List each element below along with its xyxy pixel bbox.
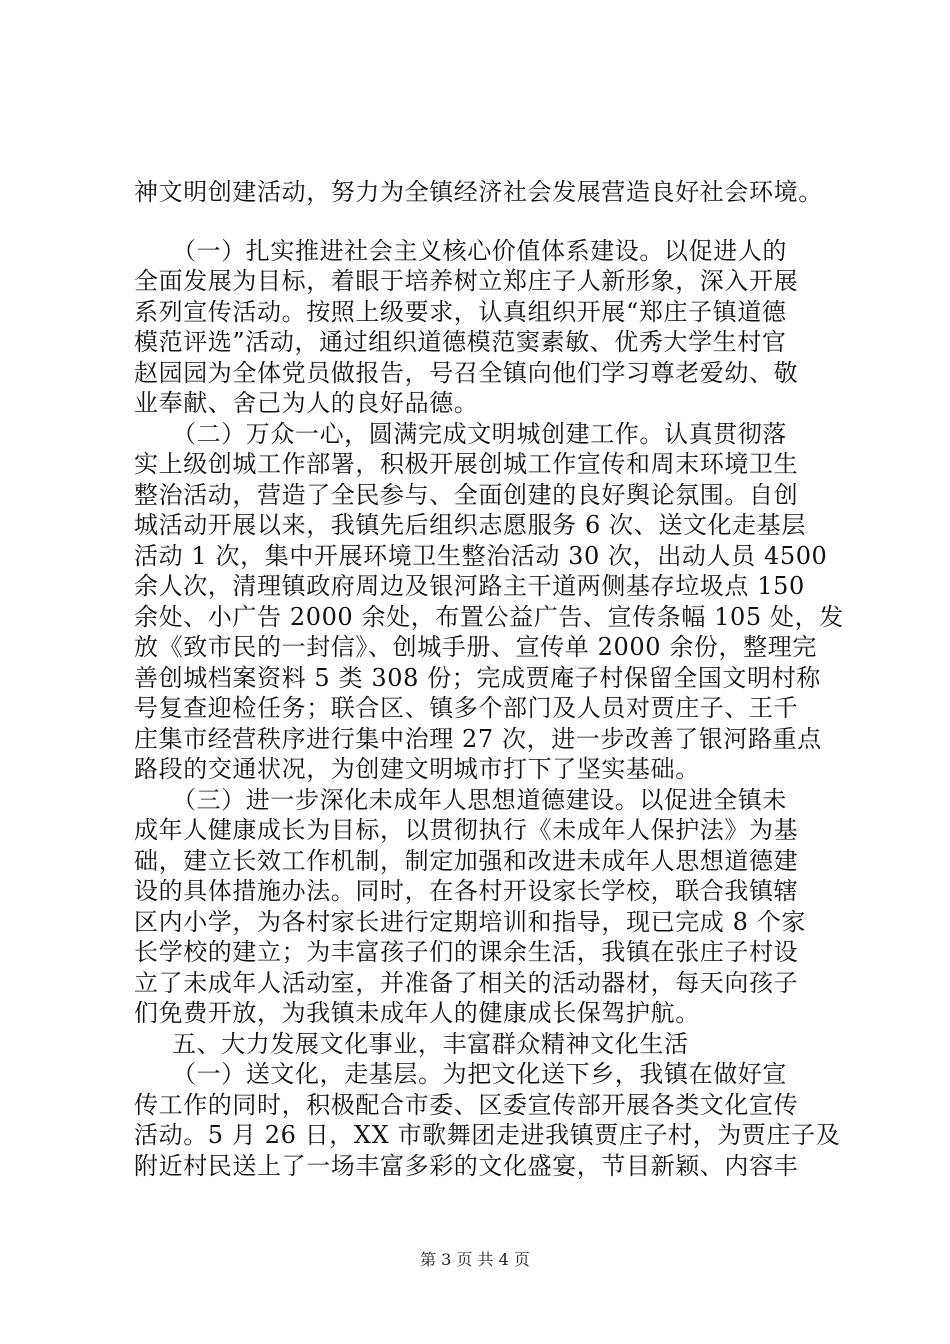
text-line: （三）进一步深化未成年人思想道德建设。以促进全镇未 bbox=[172, 786, 787, 814]
text-line: 实上级创城工作部署，积极开展创城工作宣传和周末环境卫生 bbox=[134, 450, 799, 478]
text-line: 庄集市经营秩序进行集中治理 27 次，进一步改善了银河路重点 bbox=[134, 725, 822, 753]
text-line: 路段的交通状况，为创建文明城市打下了坚实基础。 bbox=[134, 755, 700, 783]
text-line: 础，建立长效工作机制，制定加强和改进未成年人思想道德建 bbox=[134, 847, 799, 875]
text-line: 放《致市民的一封信》、创城手册、宣传单 2000 余份，整理完 bbox=[134, 633, 817, 661]
text-line: 长学校的建立；为丰富孩子们的课余生活，我镇在张庄子村设 bbox=[134, 938, 799, 966]
text-line: 活动。5 月 26 日，XX 市歌舞团走进我镇贾庄子村，为贾庄子及 bbox=[134, 1121, 841, 1149]
text-line: （一）送文化，走基层。为把文化送下乡，我镇在做好宣 bbox=[172, 1060, 787, 1088]
text-line: 模范评选”活动，通过组织道德模范窦素敏、优秀大学生村官 bbox=[134, 328, 787, 356]
text-line: 附近村民送上了一场丰富多彩的文化盛宴，节目新颖、内容丰 bbox=[134, 1152, 799, 1180]
text-line: 立了未成年人活动室，并准备了相关的活动器材，每天向孩子 bbox=[134, 969, 799, 997]
text-line: 设的具体措施办法。同时，在各村开设家长学校，联合我镇辖 bbox=[134, 877, 799, 905]
text-line: 城活动开展以来，我镇先后组织志愿服务 6 次、送文化走基层 bbox=[134, 511, 806, 539]
section-heading: 五、大力发展文化事业，丰富群众精神文化生活 bbox=[172, 1030, 689, 1058]
page-footer: 第 3 页 共 4 页 bbox=[420, 1250, 530, 1269]
text-line: 活动 1 次，集中开展环境卫生整治活动 30 次，出动人员 4500 bbox=[134, 542, 828, 570]
text-line: （二）万众一心，圆满完成文明城创建工作。认真贯彻落 bbox=[172, 420, 787, 448]
text-line: 善创城档案资料 5 类 308 份；完成贾庵子村保留全国文明村称 bbox=[134, 664, 821, 692]
text-line: 传工作的同时，积极配合市委、区委宣传部开展各类文化宣传 bbox=[134, 1091, 799, 1119]
text-line: 赵园园为全体党员做报告，号召全镇向他们学习尊老爱幼、敬 bbox=[134, 359, 799, 387]
text-line: 神文明创建活动，努力为全镇经济社会发展营造良好社会环境。 bbox=[134, 178, 823, 206]
text-line: 整治活动，营造了全民参与、全面创建的良好舆论氛围。自创 bbox=[134, 481, 799, 509]
text-line: 业奉献、舍己为人的良好品德。 bbox=[134, 389, 479, 417]
text-line: 成年人健康成长为目标，以贯彻执行《未成年人保护法》为基 bbox=[134, 816, 799, 844]
text-line: 区内小学，为各村家长进行定期培训和指导，现已完成 8 个家 bbox=[134, 908, 806, 936]
text-line: 全面发展为目标，着眼于培养树立郑庄子人新形象，深入开展 bbox=[134, 267, 799, 295]
text-line: 号复查迎检任务；联合区、镇多个部门及人员对贾庄子、王千 bbox=[134, 694, 799, 722]
text-line: 们免费开放，为我镇未成年人的健康成长保驾护航。 bbox=[134, 999, 700, 1027]
text-line: 系列宣传活动。按照上级要求，认真组织开展“郑庄子镇道德 bbox=[134, 298, 787, 326]
text-line: 余处、小广告 2000 余处，布置公益广告、宣传条幅 105 处，发 bbox=[134, 603, 844, 631]
text-line: 余人次，清理镇政府周边及银河路主干道两侧基存垃圾点 150 bbox=[134, 572, 805, 600]
text-line: （一）扎实推进社会主义核心价值体系建设。以促进人的 bbox=[172, 237, 787, 265]
